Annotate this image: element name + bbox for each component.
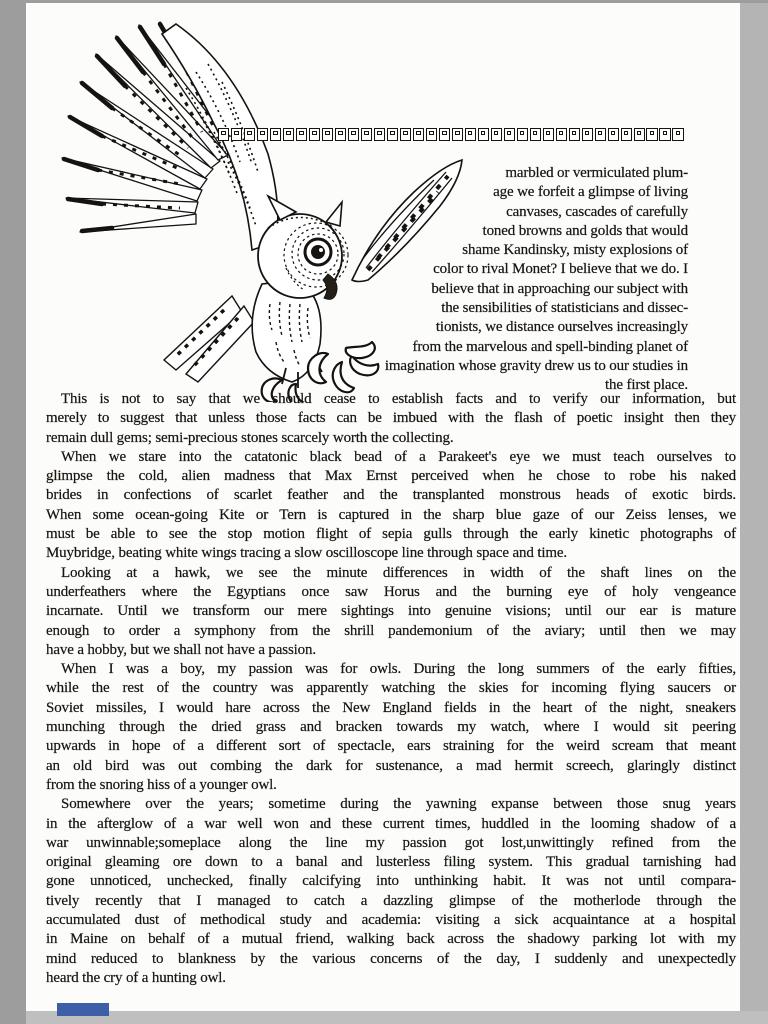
ornament-square xyxy=(452,128,463,141)
text-line: merely to suggest that unless those facts can be imbued with the flash of poetic insight then they xyxy=(46,410,736,427)
text-line: gone unnoticed, unchecked, finally calcifying into unthinking habit. It was not until compara- xyxy=(46,873,736,890)
ornament-square xyxy=(672,128,683,141)
ornament-square xyxy=(257,128,268,141)
text-line: tionists, we distance ourselves increasingly xyxy=(435,319,688,336)
ornament-square xyxy=(270,128,281,141)
ornament-square xyxy=(413,128,424,141)
text-line: war unwinnable;someplace along the line my passion got lost,unwittingly refined from the xyxy=(46,834,736,851)
text-line: remain dull gems; semi-precious stones scarcely worth the collecting. xyxy=(46,429,454,446)
scan-margin-left xyxy=(0,0,26,1024)
text-line: When I was a boy, my passion was for owls. During the long summers of the early fifties, xyxy=(61,661,736,678)
text-line: original gleaming ore down to a banal and lusterless filing system. This gradual tarnishing had xyxy=(46,854,736,871)
text-line: toned browns and golds that would xyxy=(482,222,688,239)
text-line: brides in confections of scarlet feather and the transplanted monstrous heads of exotic birds. xyxy=(46,487,736,504)
text-line: upwards in hope of a different sort of spectacle, ears straining for the weird scream that meant xyxy=(46,738,736,755)
text-line: in Maine on behalf of a mutual friend, walking back across the shadowy parking lot with my xyxy=(46,931,736,948)
ornament-square xyxy=(374,128,385,141)
ornament-square xyxy=(426,128,437,141)
text-line: while the rest of the country was apparently watching the skies for incoming flying saucers or xyxy=(46,680,736,697)
ornament-square xyxy=(517,128,528,141)
text-line: from the snoring hiss of a younger owl. xyxy=(46,776,277,793)
ornament-square xyxy=(569,128,580,141)
text-line: marbled or vermiculated plum- xyxy=(505,165,688,181)
text-line: have a hobby, but we shall not have a passion. xyxy=(46,641,316,658)
text-line: glimpse the cold, alien madness that Max Ernst perceived when he chose to robe his naked xyxy=(46,468,736,485)
ornament-square xyxy=(335,128,346,141)
text-line: Soviet missiles, I would hare across the New England fields in the heart of the night, sneakers xyxy=(46,699,736,716)
text-line: color to rival Monet? I believe that we do. I xyxy=(433,261,688,278)
ornament-square xyxy=(491,128,502,141)
text-line: age we forfeit a glimpse of living xyxy=(493,184,688,201)
ornament-square xyxy=(478,128,489,141)
body-text xyxy=(46,390,736,988)
scan-margin-bottom xyxy=(26,1011,768,1024)
text-line: Muybridge, beating white wings tracing a slow oscilloscope line through space and time. xyxy=(46,545,567,562)
book-page xyxy=(26,3,740,1011)
text-line: an old bird was out combing the dark for sustenance, a mad hermit screech, glaringly distinct xyxy=(46,757,736,774)
ornament-square xyxy=(244,128,255,141)
text-line: from the marvelous and spell-binding planet of xyxy=(412,338,688,355)
text-line: shame Kandinsky, misty explosions of xyxy=(462,242,688,259)
text-line: the sensibilities of statisticians and dissec- xyxy=(441,300,688,317)
text-line: Looking at a hawk, we see the minute differences in width of the shaft lines on the xyxy=(61,564,736,581)
ornament-square xyxy=(387,128,398,141)
ornament-square xyxy=(218,128,229,141)
ornament-square xyxy=(556,128,567,141)
ornament-square xyxy=(231,128,242,141)
text-line: munching through the dried grass and bracken towards my watch, where I would sit peering xyxy=(46,719,736,736)
text-line: When we stare into the catatonic black bead of a Parakeet's eye we must teach ourselves to xyxy=(61,448,736,465)
scan-margin-right xyxy=(740,0,768,1024)
text-line: This is not to say that we should cease to establish facts and to verify our information, but xyxy=(61,391,736,407)
blue-mark xyxy=(57,1003,109,1016)
ornament-square xyxy=(530,128,541,141)
text-line: mind reduced to blankness by the various concerns of the day, I suddenly and unexpectedly xyxy=(46,950,736,967)
text-line: the first place. xyxy=(605,377,688,394)
text-line: must be able to see the stop motion flight of sepia gulls through the early kinetic photographs of xyxy=(46,526,736,543)
text-line: incarnate. Until we transform our mere sightings into genuine visions; until our ear is mature xyxy=(46,603,736,620)
text-line: canvases, cascades of carefully xyxy=(506,203,688,220)
ornament-square xyxy=(582,128,593,141)
ornament-square xyxy=(621,128,632,141)
text-line: heard the cry of a hunting owl. xyxy=(46,969,226,986)
ornament-square xyxy=(283,128,294,141)
ornament-square xyxy=(439,128,450,141)
ornament-square xyxy=(646,128,657,141)
ornament-square xyxy=(348,128,359,141)
text-line: in the afterglow of a war well won and these current times, huddled in the looming shadow of a xyxy=(46,815,736,832)
ornament-square xyxy=(608,128,619,141)
ornament-square xyxy=(465,128,476,141)
text-line: underfeathers where the Egyptians once saw Horus and the burning eye of holy vengeance xyxy=(46,583,736,600)
ornament-border xyxy=(218,128,692,143)
text-line: accumulated dust of methodical study and academia: visiting a sick acquaintance at a hospital xyxy=(46,912,736,929)
text-line: enough to order a symphony from the shrill pandemonium of the aviary; until then we may xyxy=(46,622,736,639)
text-line: Somewhere over the years; sometime during the yawning expanse between those snug years xyxy=(61,796,736,813)
ornament-square xyxy=(659,128,670,141)
opening-paragraph xyxy=(350,164,688,396)
ornament-square xyxy=(543,128,554,141)
ornament-square xyxy=(595,128,606,141)
text-line: imagination whose gravity drew us to our studies in xyxy=(384,357,688,374)
text-line: believe that in approaching our subject with xyxy=(431,280,688,297)
ornament-square xyxy=(504,128,515,141)
ornament-square xyxy=(322,128,333,141)
ornament-square xyxy=(296,128,307,141)
text-line: When some ocean-going Kite or Tern is captured in the sharp blue gaze of our Zeiss lenses, we xyxy=(46,506,736,523)
ornament-square xyxy=(634,128,645,141)
ornament-square xyxy=(309,128,320,141)
ornament-square xyxy=(361,128,372,141)
ornament-square xyxy=(400,128,411,141)
text-line: tively recently that I managed to catch a dazzling glimpse of the motherlode through the xyxy=(46,892,736,909)
